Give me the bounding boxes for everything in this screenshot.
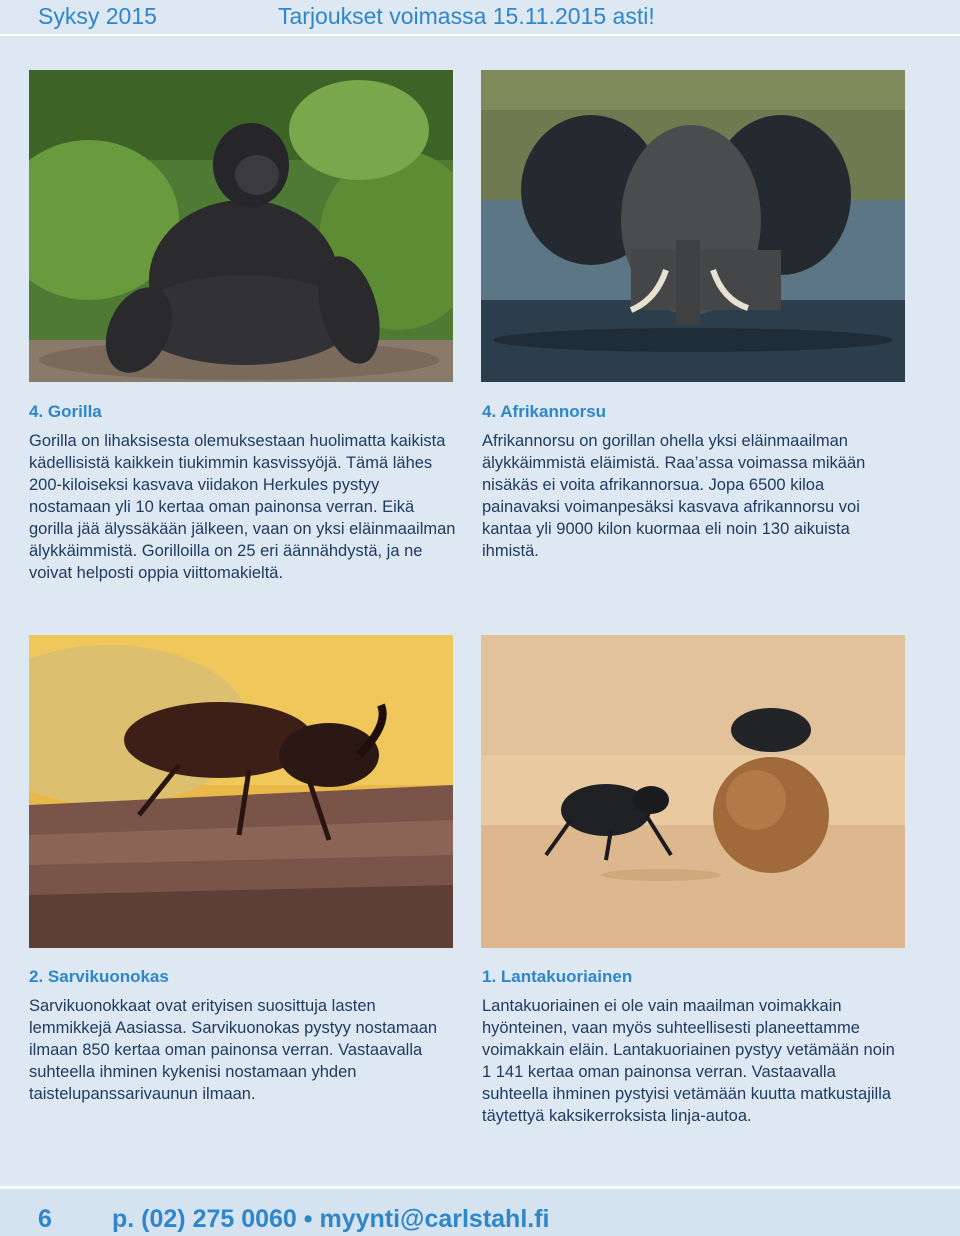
offer-validity: Tarjoukset voimassa 15.11.2015 asti! — [278, 3, 655, 29]
article-title: 4. Gorilla — [29, 402, 102, 421]
gorilla-photo — [29, 70, 453, 382]
page-header — [0, 0, 960, 36]
page-number: 6 — [38, 1205, 52, 1233]
article-title: 1. Lantakuoriainen — [482, 967, 633, 986]
season-label: Syksy 2015 — [38, 3, 157, 29]
article-gorilla — [29, 402, 459, 584]
page-footer — [0, 1186, 960, 1236]
article-rhino-beetle — [29, 967, 453, 1105]
contact-info: p. (02) 275 0060 • myynti@carlstahl.fi — [112, 1205, 550, 1233]
elephant-photo — [481, 70, 905, 382]
article-body: Lantakuoriainen ei ole vain maailman voimakkain hyönteinen, vaan myös suhteellisesti planeettamme voimakkain eläin. Lantakuoriainen pystyy vetämään noin 1 141 kertaa oman painonsa verran. Vastaavalla suhteella ihminen pystyisi vetämään kuutta matkustajilla täytettyä kaksikerroksista linja-autoa. — [482, 997, 895, 1125]
article-title: 4. Afrikannorsu — [482, 402, 607, 421]
rhino-beetle-photo — [29, 635, 453, 948]
dung-beetle-photo — [481, 635, 905, 948]
article-dung-beetle — [482, 967, 902, 1127]
article-title: 2. Sarvikuonokas — [29, 967, 169, 986]
article-body: Sarvikuonokkaat ovat erityisen suosittuja lasten lemmikkejä Aasiassa. Sarvikuonokas pystyy nostamaan ilmaan 850 kertaa oman painonsa verran. Vastaavalla suhteella ihminen kykenisi nostamaan yhden taistelupanssarivaunun ilmaan. — [29, 997, 438, 1103]
article-body: Afrikannorsu on gorillan ohella yksi eläinmaailman älykkäimmistä eläimistä. Raa’assa voimassa mikään nisäkäs ei voita afrikannorsua. Jopa 6500 kiloa painavaksi voimanpesäksi kasvava afrikannorsu voi kantaa yli 9000 kilon kuormaa eli noin 130 aikuista ihmistä. — [482, 432, 866, 560]
article-body: Gorilla on lihaksisesta olemuksestaan huolimatta kaikista kädellisistä kaikkein tiukimmin kasvissyöjä. Tämä lähes 200-kiloiseksi kasvava viidakon Herkules pystyy nostamaan yli 10 kertaa oman painonsa verran. Eikä gorilla jää älyssäkään jälkeen, vaan on yksi eläinmaailman älykkäimmistä. Gorilloilla on 25 eri äännähdystä, ja ne voivat helposti oppia viittomakieltä. — [29, 432, 456, 582]
article-elephant — [482, 402, 900, 562]
